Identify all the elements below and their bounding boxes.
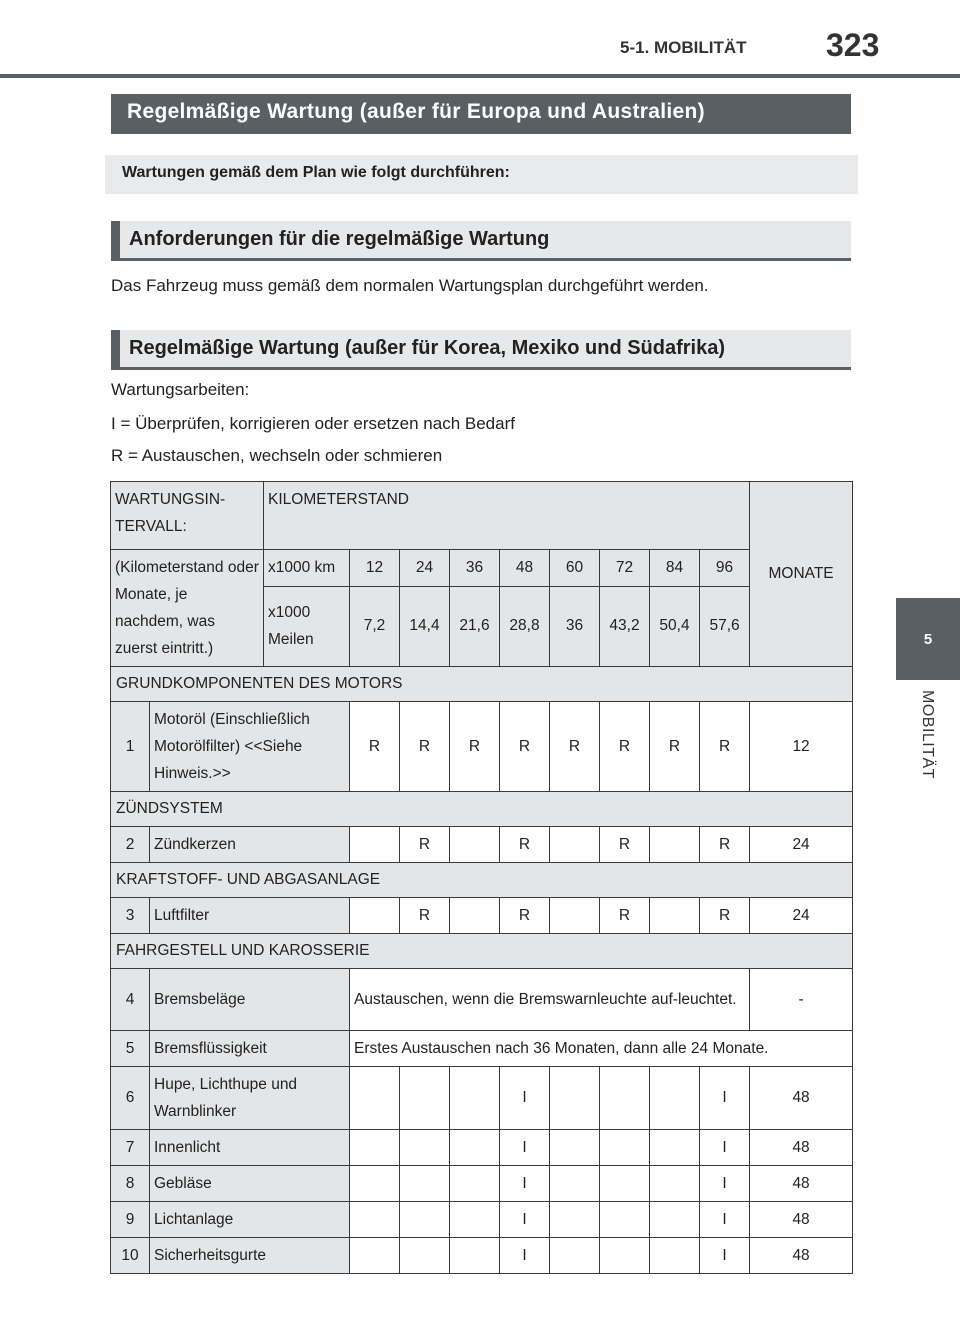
cell-value: R: [700, 898, 750, 934]
cell-value: [400, 1166, 450, 1202]
mi-value: 43,2: [600, 586, 650, 666]
item-instruction: Austauschen, wenn die Bremswarnleuchte auf-leuchtet.: [350, 969, 750, 1031]
cell-value: [650, 1202, 700, 1238]
section-fuel: KRAFTSTOFF- UND ABGASANLAGE: [111, 863, 853, 898]
cell-value: [350, 1130, 400, 1166]
cell-value: [650, 1067, 700, 1130]
cell-value: [450, 1166, 500, 1202]
km-unit: x1000 km: [264, 550, 350, 587]
cell-value: [350, 1166, 400, 1202]
months-value: 48: [750, 1067, 853, 1130]
cell-value: [550, 1238, 600, 1274]
mi-value: 14,4: [400, 586, 450, 666]
page-number: 323: [826, 27, 880, 63]
odometer-label: KILOMETERSTAND: [264, 482, 750, 550]
cell-value: [400, 1130, 450, 1166]
mi-unit: x1000 Meilen: [264, 586, 350, 666]
months-value: 48: [750, 1238, 853, 1274]
months-value: 48: [750, 1202, 853, 1238]
km-value: 48: [500, 550, 550, 587]
item-name: Gebläse: [150, 1166, 350, 1202]
months-value: 12: [750, 702, 853, 792]
section-chassis: FAHRGESTELL UND KAROSSERIE: [111, 934, 853, 969]
item-name: Sicherheitsgurte: [150, 1238, 350, 1274]
cell-value: I: [700, 1238, 750, 1274]
chapter-number: 5: [923, 630, 933, 648]
cell-value: R: [600, 702, 650, 792]
cell-value: [600, 1238, 650, 1274]
subheading-schedule: Regelmäßige Wartung (außer für Korea, Mexiko und Südafrika): [111, 330, 851, 370]
km-value: 12: [350, 550, 400, 587]
cell-value: R: [700, 827, 750, 863]
cell-value: [650, 1238, 700, 1274]
cell-value: [400, 1067, 450, 1130]
cell-value: [650, 1130, 700, 1166]
cell-value: [650, 827, 700, 863]
row-number: 9: [111, 1202, 150, 1238]
mi-value: 7,2: [350, 586, 400, 666]
mi-value: 21,6: [450, 586, 500, 666]
section-ignition: ZÜNDSYSTEM: [111, 792, 853, 827]
requirements-text: Das Fahrzeug muss gemäß dem normalen Wartungsplan durchgeführt werden.: [111, 276, 709, 295]
cell-value: [550, 827, 600, 863]
km-value: 84: [650, 550, 700, 587]
cell-value: [350, 898, 400, 934]
cell-value: [550, 898, 600, 934]
cell-value: [350, 1238, 400, 1274]
cell-value: I: [500, 1130, 550, 1166]
km-value: 24: [400, 550, 450, 587]
cell-value: [450, 1130, 500, 1166]
months-header: MONATE: [750, 482, 853, 667]
row-number: 4: [111, 969, 150, 1031]
cell-value: [450, 827, 500, 863]
months-value: 48: [750, 1130, 853, 1166]
cell-value: [450, 1067, 500, 1130]
maintenance-table: [110, 481, 853, 1274]
main-heading: Regelmäßige Wartung (außer für Europa und Australien): [111, 94, 851, 134]
cell-value: [350, 827, 400, 863]
km-value: 36: [450, 550, 500, 587]
cell-value: R: [600, 898, 650, 934]
cell-value: I: [700, 1130, 750, 1166]
row-number: 6: [111, 1067, 150, 1130]
cell-value: [650, 1166, 700, 1202]
section-title: 5-1. MOBILITÄT: [620, 38, 747, 57]
cell-value: I: [700, 1067, 750, 1130]
cell-value: [600, 1166, 650, 1202]
cell-value: R: [700, 702, 750, 792]
row-number: 1: [111, 702, 150, 792]
cell-value: [600, 1067, 650, 1130]
months-value: 24: [750, 827, 853, 863]
cell-value: [550, 1166, 600, 1202]
item-name: Motoröl (Einschließlich Motorölfilter) <<Siehe Hinweis.>>: [150, 702, 350, 792]
cell-value: I: [500, 1202, 550, 1238]
cell-value: R: [500, 827, 550, 863]
cell-value: [550, 1130, 600, 1166]
chapter-tab[interactable]: [896, 598, 960, 680]
row-number: 8: [111, 1166, 150, 1202]
mi-value: 36: [550, 586, 600, 666]
cell-value: [450, 898, 500, 934]
legend-r: R = Austauschen, wechseln oder schmieren: [111, 446, 443, 465]
cell-value: R: [650, 702, 700, 792]
item-name: Lichtanlage: [150, 1202, 350, 1238]
cell-value: R: [350, 702, 400, 792]
cell-value: R: [550, 702, 600, 792]
mi-value: 28,8: [500, 586, 550, 666]
cell-value: I: [500, 1166, 550, 1202]
cell-value: I: [500, 1238, 550, 1274]
months-value: 48: [750, 1166, 853, 1202]
header-rule: [0, 74, 960, 78]
item-instruction: Erstes Austauschen nach 36 Monaten, dann alle 24 Monate.: [350, 1031, 853, 1067]
row-number: 7: [111, 1130, 150, 1166]
cell-value: [600, 1202, 650, 1238]
interval-label: WARTUNGSIN-TERVALL:: [111, 482, 264, 550]
cell-value: [450, 1238, 500, 1274]
item-name: Bremsflüssigkeit: [150, 1031, 350, 1067]
row-number: 10: [111, 1238, 150, 1274]
km-value: 72: [600, 550, 650, 587]
cell-value: I: [700, 1166, 750, 1202]
cell-value: I: [500, 1067, 550, 1130]
cell-value: [550, 1067, 600, 1130]
km-value: 96: [700, 550, 750, 587]
months-value: 24: [750, 898, 853, 934]
chapter-label: MOBILITÄT: [919, 690, 936, 779]
cell-value: [350, 1202, 400, 1238]
item-name: Bremsbeläge: [150, 969, 350, 1031]
cell-value: R: [400, 827, 450, 863]
subheading-requirements: Anforderungen für die regelmäßige Wartung: [111, 221, 851, 261]
item-name: Innenlicht: [150, 1130, 350, 1166]
cell-value: I: [700, 1202, 750, 1238]
mi-value: 50,4: [650, 586, 700, 666]
cell-value: R: [600, 827, 650, 863]
row-number: 2: [111, 827, 150, 863]
cell-value: [650, 898, 700, 934]
row-number: 3: [111, 898, 150, 934]
item-name: Luftfilter: [150, 898, 350, 934]
months-value: -: [750, 969, 853, 1031]
cell-value: R: [500, 898, 550, 934]
intro-box: Wartungen gemäß dem Plan wie folgt durchführen:: [105, 155, 858, 194]
cell-value: [450, 1202, 500, 1238]
mi-value: 57,6: [700, 586, 750, 666]
cell-value: [600, 1130, 650, 1166]
section-engine: GRUNDKOMPONENTEN DES MOTORS: [111, 667, 853, 702]
cell-value: R: [450, 702, 500, 792]
item-name: Hupe, Lichthupe und Warnblinker: [150, 1067, 350, 1130]
km-value: 60: [550, 550, 600, 587]
legend-title: Wartungsarbeiten:: [111, 380, 250, 399]
cell-value: [550, 1202, 600, 1238]
row-number: 5: [111, 1031, 150, 1067]
cell-value: [350, 1067, 400, 1130]
cell-value: [400, 1202, 450, 1238]
cell-value: R: [400, 898, 450, 934]
interval-note: (Kilometerstand oder Monate, je nachdem, was zuerst eintritt.): [111, 550, 264, 667]
cell-value: R: [500, 702, 550, 792]
item-name: Zündkerzen: [150, 827, 350, 863]
cell-value: R: [400, 702, 450, 792]
legend-i: I = Überprüfen, korrigieren oder ersetzen nach Bedarf: [111, 414, 515, 433]
cell-value: [400, 1238, 450, 1274]
